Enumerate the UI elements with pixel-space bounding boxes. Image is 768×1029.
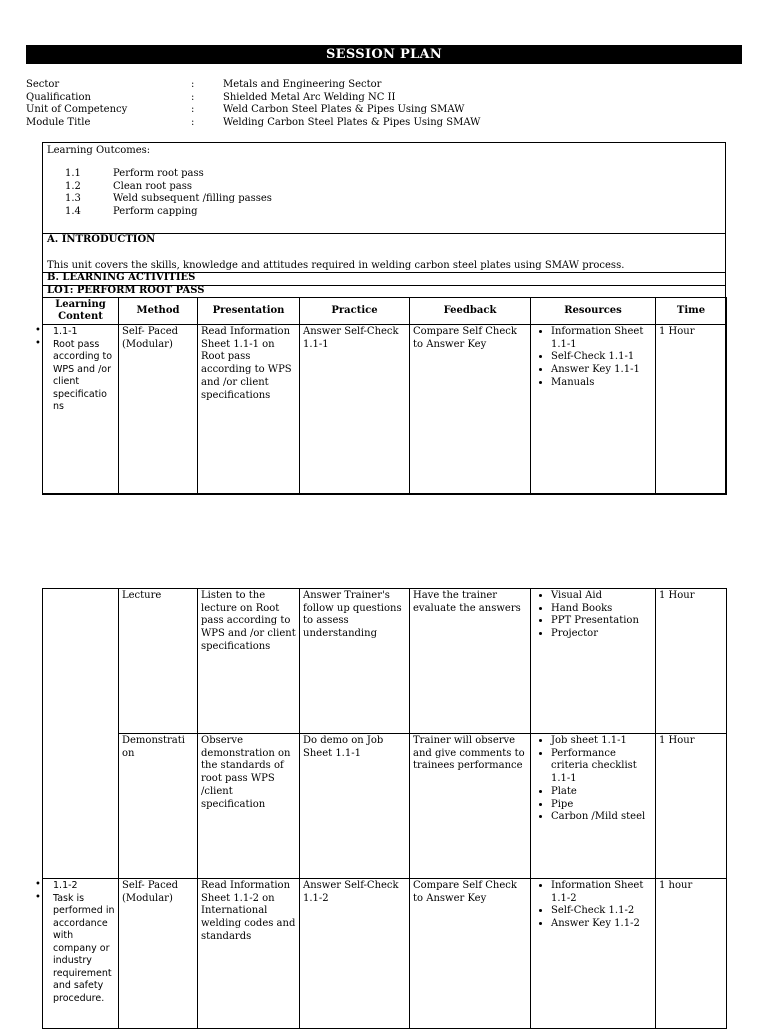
meta-key: Qualification <box>26 91 91 103</box>
list-item: • Hand Books <box>551 603 652 616</box>
meta-sep: : <box>191 91 195 103</box>
resources-cell <box>531 589 656 734</box>
learning-outcomes-label: Learning Outcomes: <box>47 145 151 156</box>
bullet-icon: • <box>35 338 41 349</box>
presentation-cell: Listen to the lecture on Root pass according to WPS and /or client specifications <box>198 589 300 734</box>
meta-row-unit <box>26 104 723 117</box>
method-cell: Self- Paced (Modular) <box>119 325 198 495</box>
content-code: 1.1-1 <box>53 326 78 337</box>
list-item: • Self-Check 1.1-1 <box>551 351 652 364</box>
meta-value: Shielded Metal Arc Welding NC II <box>223 91 396 103</box>
bullet-icon: • <box>35 325 41 336</box>
list-item: • Projector <box>551 628 652 641</box>
time-cell: 1 Hour <box>656 734 727 879</box>
learning-outcomes-list <box>65 168 272 218</box>
list-item: • Information Sheet 1.1-1 <box>551 326 652 351</box>
learning-content-cell <box>43 734 119 879</box>
outcome-text: Clean root pass <box>113 180 192 192</box>
list-item: • Self-Check 1.1-2 <box>551 905 652 918</box>
practice-cell: Answer Self-Check 1.1-1 <box>300 325 410 495</box>
resources-cell <box>531 879 656 1029</box>
meta-key: Unit of Competency <box>26 104 128 115</box>
presentation-cell: Read Information Sheet 1.1-1 on Root pass according to WPS and /or client specifications <box>198 325 300 495</box>
practice-cell: Answer Trainer's follow up questions to assess understanding <box>300 589 410 734</box>
list-item: • Carbon /Mild steel <box>551 811 652 824</box>
meta-key: Module Title <box>26 116 91 128</box>
outcome-number: 1.4 <box>65 205 81 217</box>
header-resources: Resources <box>531 298 656 325</box>
introduction-text: This unit covers the skills, knowledge and attitudes required in welding carbon steel plates using SMAW process. <box>47 260 625 271</box>
list-item <box>65 193 272 206</box>
resources-cell <box>531 734 656 879</box>
method-cell: Lecture <box>119 589 198 734</box>
outcome-text: Weld subsequent /filling passes <box>113 193 272 204</box>
list-item: • Pipe <box>551 799 652 812</box>
session-plan-table-lower <box>42 588 727 1029</box>
list-item: • Plate <box>551 786 652 799</box>
content-text: Task is performed in accordance with company or industry requirement and safety procedure. <box>53 892 115 1004</box>
presentation-cell: Read Information Sheet 1.1-2 on International welding codes and standards <box>198 879 300 1029</box>
time-cell: 1 hour <box>656 879 727 1029</box>
outcome-number: 1.3 <box>65 193 81 204</box>
list-item <box>65 181 272 194</box>
table-row <box>43 589 727 734</box>
learning-content-cell <box>43 589 119 734</box>
table-row <box>43 879 727 1029</box>
outcome-number: 1.1 <box>65 168 81 179</box>
list-item: • Visual Aid <box>551 590 652 603</box>
time-cell: 1 Hour <box>656 325 727 495</box>
learning-content-cell <box>43 879 119 1029</box>
meta-value: Welding Carbon Steel Plates & Pipes Using SMAW <box>223 116 481 128</box>
method-cell: Self- Paced (Modular) <box>119 879 198 1029</box>
bullet-icon: • <box>35 879 41 890</box>
meta-sep: : <box>191 104 195 115</box>
list-item: • Answer Key 1.1-2 <box>551 918 652 931</box>
feedback-cell: Trainer will observe and give comments to trainees performance <box>410 734 531 879</box>
list-item: • Answer Key 1.1-1 <box>551 364 652 377</box>
outcome-text: Perform capping <box>113 205 198 217</box>
learning-activities-heading: B. LEARNING ACTIVITIES <box>47 272 196 283</box>
header-time: Time <box>656 298 727 325</box>
page-title: SESSION PLAN <box>26 45 742 64</box>
resources-cell <box>531 325 656 495</box>
meta-row-module <box>26 117 723 130</box>
lo1-heading: LO1: PERFORM ROOT PASS <box>47 285 205 296</box>
document-meta <box>26 79 723 129</box>
session-plan-table-upper <box>42 297 727 495</box>
practice-cell: Do demo on Job Sheet 1.1-1 <box>300 734 410 879</box>
content-code: 1.1-2 <box>53 880 78 891</box>
outcome-text: Perform root pass <box>113 168 204 179</box>
table-row <box>43 325 727 495</box>
meta-row-sector <box>26 79 723 92</box>
presentation-cell: Observe demonstration on the standards of root pass WPS /client specification <box>198 734 300 879</box>
outcome-number: 1.2 <box>65 180 81 192</box>
time-cell: 1 Hour <box>656 589 727 734</box>
list-item: • Information Sheet 1.1-2 <box>551 880 652 905</box>
list-item: • Job sheet 1.1-1 <box>551 735 652 748</box>
meta-sep: : <box>191 116 195 128</box>
method-cell: Demonstrati on <box>119 734 198 879</box>
learning-content-cell <box>43 325 119 495</box>
list-item: • Performance criteria checklist 1.1-1 <box>551 748 652 786</box>
feedback-cell: Compare Self Check to Answer Key <box>410 325 531 495</box>
header-feedback: Feedback <box>410 298 531 325</box>
header-presentation: Presentation <box>198 298 300 325</box>
table-row <box>43 734 727 879</box>
content-text: Root pass according to WPS and /or client specificatio ns <box>53 338 113 412</box>
bullet-icon: • <box>35 892 41 903</box>
meta-row-qualification <box>26 92 723 105</box>
meta-value: Weld Carbon Steel Plates & Pipes Using SMAW <box>223 104 465 115</box>
header-practice: Practice <box>300 298 410 325</box>
introduction-heading: A. INTRODUCTION <box>47 234 156 245</box>
table-header-row <box>43 298 727 325</box>
header-method: Method <box>119 298 198 325</box>
feedback-cell: Have the trainer evaluate the answers <box>410 589 531 734</box>
meta-sep: : <box>191 79 195 90</box>
list-item <box>65 206 272 219</box>
list-item: • Manuals <box>551 377 652 390</box>
header-learning-content: Learning Content <box>43 298 119 325</box>
list-item: • PPT Presentation <box>551 615 652 628</box>
meta-value: Metals and Engineering Sector <box>223 79 382 90</box>
practice-cell: Answer Self-Check 1.1-2 <box>300 879 410 1029</box>
meta-key: Sector <box>26 79 60 90</box>
feedback-cell: Compare Self Check to Answer Key <box>410 879 531 1029</box>
list-item <box>65 168 272 181</box>
